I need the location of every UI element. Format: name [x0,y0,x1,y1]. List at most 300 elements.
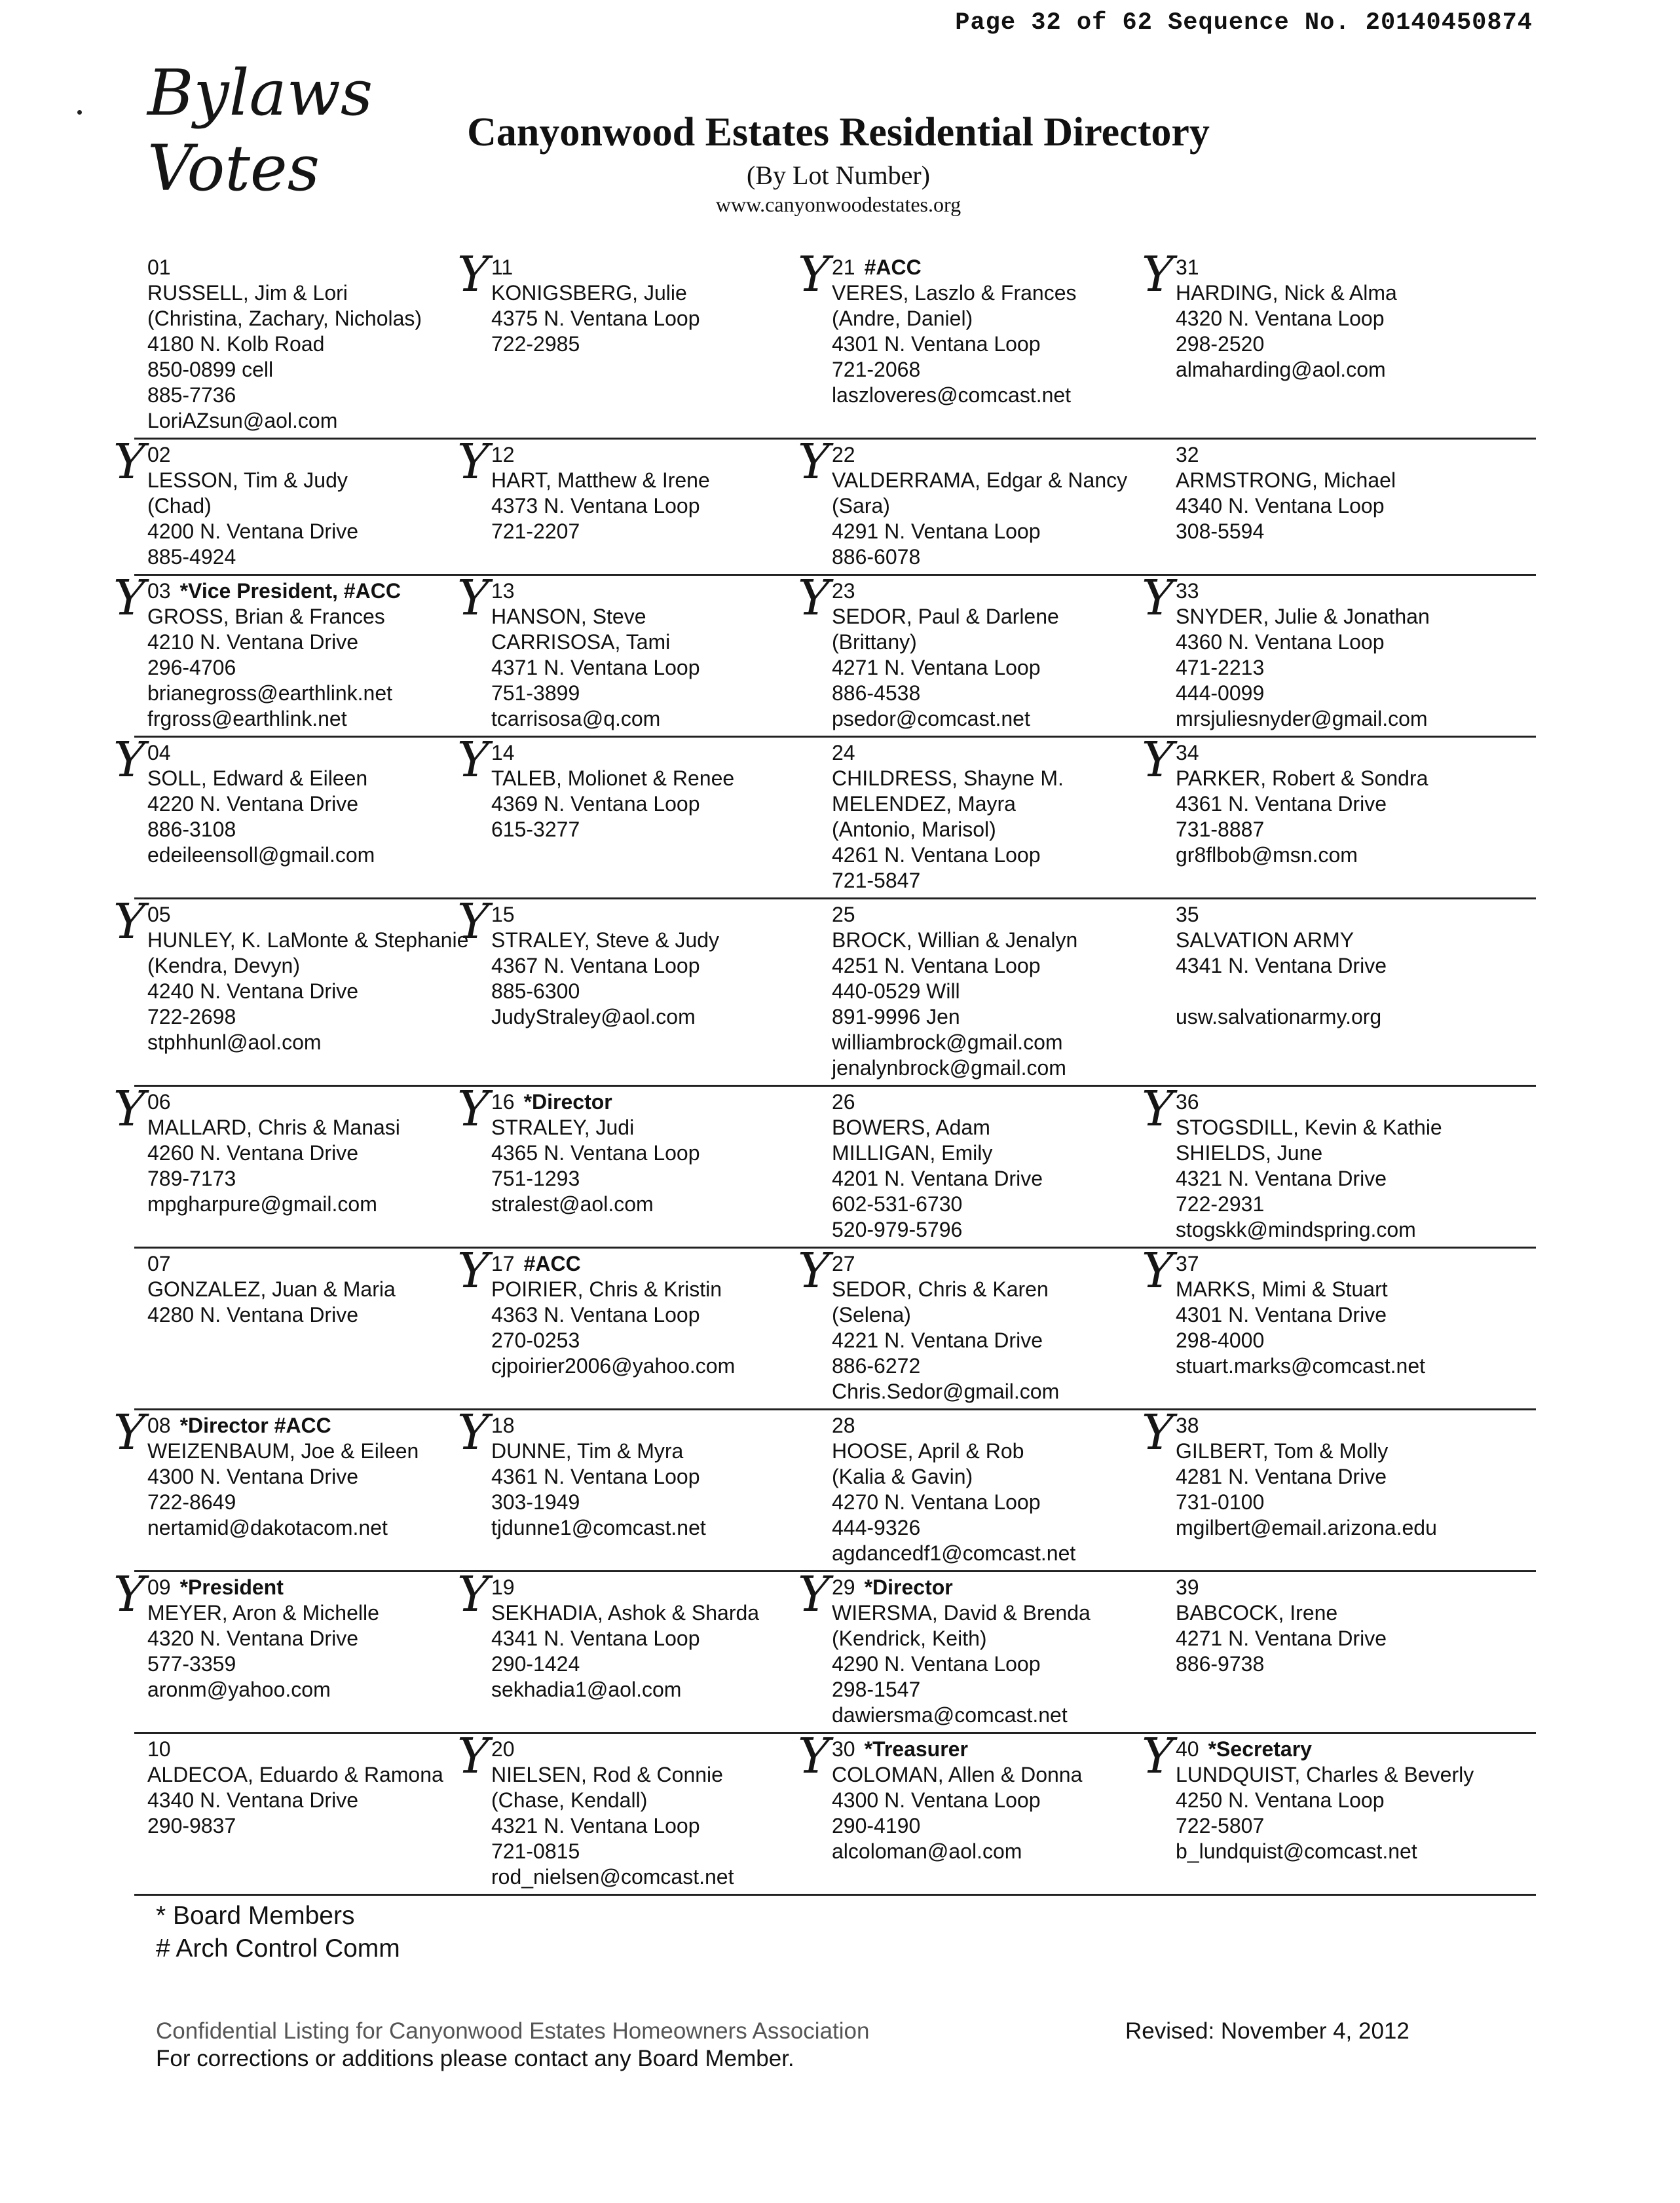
lot-number: 27 [832,1252,855,1275]
directory-row [134,246,1536,440]
directory-row [113,732,1536,899]
lot-detail-line: TALEB, Molionet & Renee [491,766,735,790]
lot-header [491,740,819,766]
lot-detail-line: VERES, Laszlo & Frances [832,281,1077,305]
lot-email[interactable]: aronm@yahoo.com [147,1678,331,1701]
directory-row [113,434,1536,576]
lot-detail-line: 4250 N. Ventana Loop [1176,1788,1385,1812]
lot-detail-line: 4220 N. Ventana Drive [147,792,358,816]
lot-number: 09 [147,1575,171,1599]
lot-roles: #ACC [864,255,922,279]
lot-detail-line: 303-1949 [491,1490,580,1514]
vote-mark: Y [457,570,489,626]
lot-detail-line: 270-0253 [491,1328,580,1352]
lot-email[interactable]: sekhadia1@aol.com [491,1678,682,1701]
lot-detail-line: 4375 N. Ventana Loop [491,307,700,330]
lot-detail-line: 4340 N. Ventana Loop [1176,494,1385,518]
vote-mark: Y [113,1081,145,1137]
lot-detail-line: WEIZENBAUM, Joe & Eileen [147,1439,419,1463]
lot-email[interactable]: tjdunne1@comcast.net [491,1516,706,1539]
vote-mark: Y [113,570,145,626]
lot-detail-line: 4341 N. Ventana Drive [1176,954,1387,977]
lot-number: 19 [491,1575,515,1599]
lot-number: 31 [1176,255,1199,279]
lot-detail-line: 850-0899 cell [147,358,274,381]
lot-email[interactable]: nertamid@dakotacom.net [147,1516,388,1539]
lot-detail-line: 886-3108 [147,818,236,841]
lot-header [1176,442,1536,468]
lot-number: 18 [491,1414,515,1437]
lot-number: 11 [491,255,513,279]
lot-number: 15 [491,903,515,926]
lot-email[interactable]: edeileensoll@gmail.com [147,843,375,867]
lot-header [491,1575,819,1600]
lot-roles: *Director [523,1090,612,1114]
lot-number: 29 [832,1575,855,1599]
lot-detail-line: SOLL, Edward & Eileen [147,766,368,790]
lot-detail-line: MARKS, Mimi & Stuart [1176,1277,1388,1301]
lot-detail-line: (Sara) [832,494,890,518]
directory-row [113,1404,1536,1572]
lot-number: 40 [1176,1737,1199,1761]
vote-mark: Y [1142,1243,1174,1299]
lot-header [147,442,478,468]
lot-detail-line: 4300 N. Ventana Drive [147,1465,358,1488]
lot-header [147,1089,478,1115]
document-subtitle: (By Lot Number) [747,160,930,190]
vote-mark: Y [1142,570,1174,626]
lot-detail-line: LUNDQUIST, Charles & Beverly [1176,1763,1474,1786]
vote-mark: Y [1142,246,1174,303]
lot-email[interactable]: gr8flbob@msn.com [1176,843,1358,867]
lot-header [1176,1737,1536,1762]
lot-header [1176,1251,1536,1277]
directory-row [113,1566,1536,1734]
lot-detail-line: 751-1293 [491,1167,580,1190]
lot-roles: *President [179,1575,284,1599]
lot-detail-line: 4361 N. Ventana Loop [491,1465,700,1488]
lot-detail-line: (Brittany) [832,630,917,654]
lot-detail-line: (Antonio, Marisol) [832,818,996,841]
lot-detail-line: 577-3359 [147,1652,236,1676]
lot-number: 12 [491,443,515,466]
lot-header [1176,1575,1536,1600]
lot-detail-line: 444-0099 [1176,681,1265,705]
lot-entry [798,1566,1163,1732]
lot-entry [1163,440,1536,574]
lot-detail-line: 891-9996 Jen [832,1005,960,1028]
lot-detail-line: 4271 N. Ventana Drive [1176,1627,1387,1650]
lot-detail-line: (Chase, Kendall) [491,1788,648,1812]
lot-detail-line: STRALEY, Judi [491,1116,635,1139]
lot-detail-line: HANSON, Steve [491,605,646,628]
lot-roles: *Director [864,1575,953,1599]
lot-email[interactable]: JudyStraley@aol.com [491,1005,696,1028]
lot-header [1176,1413,1536,1439]
lot-header [1176,1089,1536,1115]
lot-detail-line: 721-2068 [832,358,921,381]
lot-detail-line: 4281 N. Ventana Drive [1176,1465,1387,1488]
lot-detail-line: 721-2207 [491,519,580,543]
vote-mark: Y [457,1728,489,1784]
lot-header [832,1575,1163,1600]
lot-detail-line: (Christina, Zachary, Nicholas) [147,307,422,330]
lot-detail-line: 885-4924 [147,545,236,569]
lot-header [832,902,1163,928]
lot-email[interactable]: frgross@earthlink.net [147,707,347,730]
lot-detail-line: 4270 N. Ventana Loop [832,1490,1041,1514]
lot-entry [113,570,478,736]
lot-entry [1142,1728,1536,1894]
lot-header [491,1251,819,1277]
lot-entry [457,570,819,736]
lot-detail-line: RUSSELL, Jim & Lori [147,281,348,305]
lot-entry [457,1081,819,1247]
lot-number: 20 [491,1737,515,1761]
lot-number: 32 [1176,443,1199,466]
directory-row [113,570,1536,738]
lot-entry [457,1404,819,1570]
lot-header [491,1089,819,1115]
directory-grid [113,246,1536,1896]
lot-detail-line: 4240 N. Ventana Drive [147,979,358,1003]
legend-board-members: * Board Members [156,1902,355,1930]
lot-header [491,255,819,280]
lot-detail-line: 722-2698 [147,1005,236,1028]
lot-detail-line: HUNLEY, K. LaMonte & Stephanie [147,928,469,952]
lot-number: 16 [491,1090,515,1114]
lot-header [1176,255,1536,280]
lot-number: 21 [832,255,855,279]
lot-email[interactable]: stralest@aol.com [491,1192,654,1216]
lot-detail-line: STOGSDILL, Kevin & Kathie [1176,1116,1442,1139]
lot-number: 13 [491,579,515,603]
lot-detail-line: 290-1424 [491,1652,580,1676]
vote-mark: Y [1142,1081,1174,1137]
lot-detail-line: 4260 N. Ventana Drive [147,1141,358,1165]
lot-detail-line: SHIELDS, June [1176,1141,1323,1165]
lot-entry [134,1734,478,1894]
lot-email[interactable]: LoriAZsun@aol.com [147,409,338,432]
lot-number: 08 [147,1414,171,1437]
lot-detail-line: 4340 N. Ventana Drive [147,1788,358,1812]
lot-number: 02 [147,443,171,466]
lot-entry [1142,1404,1536,1570]
lot-number: 25 [832,903,855,926]
vote-mark: Y [798,434,830,490]
lot-number: 01 [147,255,171,279]
directory-row [134,1243,1536,1410]
lot-detail-line: 298-1547 [832,1678,921,1701]
lot-header [147,1413,478,1439]
lot-header [491,1413,819,1439]
lot-entry [798,246,1163,438]
vote-mark: Y [457,894,489,950]
lot-detail-line: MELENDEZ, Mayra [832,792,1016,816]
vote-mark: Y [798,1728,830,1784]
title-block [413,106,1264,217]
lot-number: 04 [147,741,171,764]
lot-detail-line: SNYDER, Julie & Jonathan [1176,605,1430,628]
directory-row [113,894,1536,1087]
lot-detail-line: (Chad) [147,494,212,518]
vote-mark: Y [457,1566,489,1623]
vote-mark: Y [457,246,489,303]
lot-detail-line: GROSS, Brian & Frances [147,605,385,628]
page-header: Page 32 of 62 Sequence No. 20140450874 [955,9,1533,37]
lot-detail-line: KONIGSBERG, Julie [491,281,687,305]
lot-email[interactable]: laszloveres@comcast.net [832,383,1072,407]
lot-detail-line: GONZALEZ, Juan & Maria [147,1277,396,1301]
lot-header [147,902,478,928]
lot-detail-line: VALDERRAMA, Edgar & Nancy [832,468,1128,492]
lot-number: 39 [1176,1575,1199,1599]
lot-detail-line: 4360 N. Ventana Loop [1176,630,1385,654]
lot-header [147,578,478,604]
lot-detail-line: 4200 N. Ventana Drive [147,519,358,543]
lot-header [832,255,1163,280]
lot-entry [1142,1081,1536,1247]
lot-email[interactable]: stuart.marks@comcast.net [1176,1354,1426,1378]
lot-roles: *Director #ACC [179,1414,331,1437]
lot-detail-line: 520-979-5796 [832,1218,963,1241]
vote-mark: Y [113,732,145,788]
lot-detail-line [1176,979,1536,1004]
lot-email[interactable]: almaharding@aol.com [1176,358,1386,381]
lot-detail-line: SEKHADIA, Ashok & Sharda [491,1601,760,1625]
lot-number: 05 [147,903,171,926]
lot-entry [113,1566,478,1732]
lot-email[interactable]: agdancedf1@comcast.net [832,1541,1076,1565]
directory-row [134,1728,1536,1896]
lot-header [1176,902,1536,928]
lot-email[interactable]: jenalynbrock@gmail.com [832,1056,1066,1080]
lot-entry [457,732,819,897]
lot-entry [457,246,819,438]
lot-detail-line: 886-6272 [832,1354,921,1378]
lot-email[interactable]: dawiersma@comcast.net [832,1703,1068,1727]
lot-entry [134,252,478,438]
lot-detail-line: 4341 N. Ventana Loop [491,1627,700,1650]
lot-entry [1163,899,1536,1085]
lot-entry [1142,246,1536,438]
lot-entry [113,894,478,1085]
footer-notes [156,2018,869,2073]
document-title: Canyonwood Estates Residential Directory [467,110,1210,155]
lot-number: 03 [147,579,171,603]
lot-email[interactable]: rod_nielsen@comcast.net [491,1865,734,1889]
lot-detail-line: 4320 N. Ventana Drive [147,1627,358,1650]
lot-detail-line: 4251 N. Ventana Loop [832,954,1041,977]
lot-number: 17 [491,1252,515,1275]
lot-detail-line: ARMSTRONG, Michael [1176,468,1396,492]
vote-mark: Y [798,246,830,303]
lot-detail-line: 4367 N. Ventana Loop [491,954,700,977]
lot-roles: #ACC [523,1252,581,1275]
lot-detail-line: 721-5847 [832,869,921,892]
lot-detail-line: SALVATION ARMY [1176,928,1354,952]
lot-detail-line: NIELSEN, Rod & Connie [491,1763,723,1786]
lot-detail-line: 4369 N. Ventana Loop [491,792,700,816]
lot-number: 28 [832,1414,855,1437]
lot-entry [1163,1572,1536,1732]
lot-detail-line: 4300 N. Ventana Loop [832,1788,1041,1812]
lot-detail-line: BOWERS, Adam [832,1116,990,1139]
lot-entry [798,1728,1163,1894]
vote-mark: Y [798,570,830,626]
lot-entry [1142,1243,1536,1408]
lot-detail-line: HOOSE, April & Rob [832,1439,1024,1463]
lot-detail-line: 4321 N. Ventana Loop [491,1814,700,1837]
lot-header [832,1737,1163,1762]
lot-detail-line: 4291 N. Ventana Loop [832,519,1041,543]
lot-detail-line: MILLIGAN, Emily [832,1141,993,1165]
vote-mark: Y [457,1404,489,1461]
lot-header [147,1737,478,1762]
lot-entry [819,1087,1163,1247]
lot-detail-line: 4271 N. Ventana Loop [832,656,1041,679]
lot-detail-line: DUNNE, Tim & Myra [491,1439,684,1463]
lot-detail-line: ALDECOA, Eduardo & Ramona [147,1763,443,1786]
lot-email[interactable]: Chris.Sedor@gmail.com [832,1380,1060,1403]
vote-mark: Y [1142,732,1174,788]
lot-email[interactable]: stphhunl@aol.com [147,1030,322,1054]
lot-header [832,740,1163,766]
lot-detail-line: 789-7173 [147,1167,236,1190]
lot-detail-line: 721-0815 [491,1839,580,1863]
vote-mark: Y [1142,1728,1174,1784]
lot-detail-line: (Selena) [832,1303,911,1327]
vote-mark: Y [113,1404,145,1461]
lot-detail-line: POIRIER, Chris & Kristin [491,1277,722,1301]
vote-mark: Y [457,732,489,788]
lot-detail-line: (Kendrick, Keith) [832,1627,987,1650]
lot-email[interactable]: stogskk@mindspring.com [1176,1218,1416,1241]
vote-mark: Y [113,894,145,950]
lot-roles: *Vice President, #ACC [179,579,401,603]
lot-detail-line: 4280 N. Ventana Drive [147,1303,358,1327]
lot-detail-line: 4301 N. Ventana Loop [832,332,1041,356]
lot-header [147,1575,478,1600]
lot-detail-line: 4290 N. Ventana Loop [832,1652,1041,1676]
lot-header [832,1089,1163,1115]
lot-header [147,1251,478,1277]
corrections-note: For corrections or additions please contact any Board Member. [156,2046,794,2071]
lot-entry [1142,570,1536,736]
lot-email[interactable]: williambrock@gmail.com [832,1030,1063,1054]
lot-detail-line: 4365 N. Ventana Loop [491,1141,700,1165]
lot-detail-line: 4321 N. Ventana Drive [1176,1167,1387,1190]
lot-detail-line: HART, Matthew & Irene [491,468,710,492]
lot-detail-line: 722-2931 [1176,1192,1265,1216]
lot-number: 26 [832,1090,855,1114]
lot-detail-line: 298-4000 [1176,1328,1265,1352]
lot-email[interactable]: cjpoirier2006@yahoo.com [491,1354,736,1378]
lot-email[interactable]: usw.salvationarmy.org [1176,1005,1382,1028]
lot-email[interactable]: mrsjuliesnyder@gmail.com [1176,707,1428,730]
lot-number: 24 [832,741,855,764]
lot-header [832,1251,1163,1277]
website-link[interactable]: www.canyonwoodestates.org [715,193,961,216]
lot-detail-line: 4371 N. Ventana Loop [491,656,700,679]
lot-email[interactable]: psedor@comcast.net [832,707,1030,730]
lot-detail-line: 308-5594 [1176,519,1265,543]
lot-detail-line: 471-2213 [1176,656,1265,679]
lot-detail-line: 4361 N. Ventana Drive [1176,792,1387,816]
lot-entry [798,1243,1163,1408]
lot-entry [113,1404,478,1570]
lot-detail-line: 615-3277 [491,818,580,841]
lot-email[interactable]: brianegross@earthlink.net [147,681,393,705]
lot-email[interactable]: alcoloman@aol.com [832,1839,1022,1863]
lot-email[interactable]: tcarrisosa@q.com [491,707,661,730]
lot-detail-line: 4373 N. Ventana Loop [491,494,700,518]
lot-header [1176,578,1536,604]
lot-number: 35 [1176,903,1199,926]
vote-mark: Y [457,1243,489,1299]
lot-roles: *Treasurer [864,1737,968,1761]
lot-entry [134,1249,478,1408]
lot-number: 06 [147,1090,171,1114]
handwritten-note-line: Bylaws [147,56,373,130]
lot-header [491,442,819,468]
lot-detail-line: 444-9326 [832,1516,921,1539]
lot-detail-line: BROCK, Willian & Jenalyn [832,928,1078,952]
lot-email[interactable]: b_lundquist@comcast.net [1176,1839,1417,1863]
lot-entry [113,732,478,897]
lot-detail-line: 4210 N. Ventana Drive [147,630,358,654]
lot-detail-line: 885-7736 [147,383,236,407]
legend-arch-control: # Arch Control Comm [156,1934,400,1963]
lot-detail-line: 602-531-6730 [832,1192,963,1216]
lot-email[interactable]: mpgharpure@gmail.com [147,1192,377,1216]
lot-number: 10 [147,1737,171,1761]
lot-detail-line: STRALEY, Steve & Judy [491,928,720,952]
handwritten-note-line: Votes [147,132,320,205]
legend [156,1900,400,1965]
lot-detail-line: 722-5807 [1176,1814,1265,1837]
lot-detail-line: HARDING, Nick & Alma [1176,281,1397,305]
lot-detail-line: 290-9837 [147,1814,236,1837]
lot-email[interactable]: mgilbert@email.arizona.edu [1176,1516,1437,1539]
lot-detail-line: 886-4538 [832,681,921,705]
lot-number: 14 [491,741,515,764]
lot-detail-line: (Kendra, Devyn) [147,954,300,977]
lot-detail-line: 885-6300 [491,979,580,1003]
lot-entry [819,1410,1163,1570]
lot-detail-line: (Kalia & Gavin) [832,1465,973,1488]
lot-detail-line: CHILDRESS, Shayne M. [832,766,1064,790]
lot-detail-line: WIERSMA, David & Brenda [832,1601,1091,1625]
lot-number: 30 [832,1737,855,1761]
stray-dot [77,110,82,115]
lot-entry [798,570,1163,736]
lot-detail-line: MEYER, Aron & Michelle [147,1601,379,1625]
vote-mark: Y [1142,1404,1174,1461]
lot-number: 23 [832,579,855,603]
lot-header [147,255,478,280]
lot-detail-line: (Andre, Daniel) [832,307,973,330]
lot-detail-line: 722-2985 [491,332,580,356]
lot-detail-line: 298-2520 [1176,332,1265,356]
lot-detail-line: 731-8887 [1176,818,1265,841]
lot-detail-line: 722-8649 [147,1490,236,1514]
vote-mark: Y [113,434,145,490]
lot-entry [457,1243,819,1408]
lot-number: 07 [147,1252,171,1275]
lot-number: 36 [1176,1090,1199,1114]
lot-detail-line: 731-0100 [1176,1490,1265,1514]
